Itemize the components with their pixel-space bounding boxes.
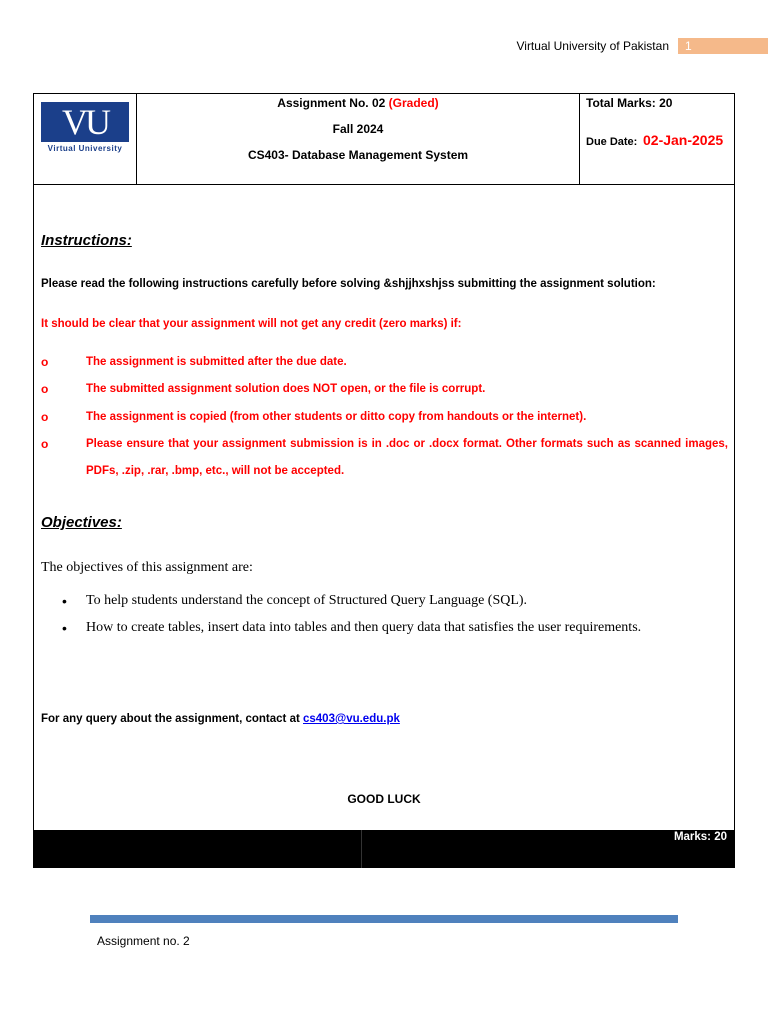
footer-rule [90,915,678,923]
instruction-bullet: o [41,382,49,396]
title-cell [137,94,580,184]
objectives-intro: The objectives of this assignment are: [41,560,253,575]
instruction-item: The assignment is copied (from other students or ditto copy from handouts or the internet). [86,411,587,423]
objective-bullet: • [62,593,67,609]
instructions-intro: Please read the following instructions carefully before solving &shjjhxshjss submitting the assignment solution: [41,278,656,290]
page-header [0,38,768,56]
credit-warning: It should be clear that your assignment will not get any credit (zero marks) if: [41,318,462,330]
assignment-body [33,184,735,830]
course-title: CS403- Database Management System [247,148,469,162]
instruction-bullet: o [41,410,49,424]
contact-line [41,713,400,725]
contact-text: For any query about the assignment, contact at [41,713,303,725]
instructions-heading: Instructions: [41,232,132,249]
footer-marks: Marks: 20 [673,831,727,843]
total-marks: Total Marks: 20 [586,96,673,110]
term: Fall 2024 [332,122,384,136]
due-date-label: Due Date: [586,136,638,148]
due-date-value: 02-Jan-2025 [643,132,724,148]
objective-item: How to create tables, insert data into tables and then query data that satisfies the user requirements. [86,620,642,635]
logo-caption: Virtual University [47,144,123,153]
instruction-item: Please ensure that your assignment submission is in .doc or .docx format. Other formats such as scanned images, PDFs, .zip, .rar, .bmp, etc., will not be accepted. [86,438,728,477]
instruction-bullet: o [41,355,49,369]
assignment-number: Assignment No. 02 [277,96,386,110]
contact-email-link[interactable]: cs403@vu.edu.pk [303,713,400,725]
marks-cell [580,94,734,184]
header-university: Virtual University of Pakistan [516,39,669,53]
footer-marks-bar [33,830,735,868]
instruction-item: The submitted assignment solution does NOT open, or the file is corrupt. [86,383,486,395]
objectives-heading: Objectives: [41,514,122,531]
objective-item: To help students understand the concept of Structured Query Language (SQL). [86,593,528,608]
good-luck: GOOD LUCK [347,792,421,806]
logo-cell [34,94,137,184]
graded-tag: (Graded) [388,96,439,110]
instruction-bullet: o [41,437,49,451]
vu-logo: VU [41,102,129,142]
header-page-number: 1 [678,38,768,54]
assignment-header-table [33,93,735,185]
footer-divider [361,830,362,868]
objective-bullet: • [62,620,67,636]
instruction-item: The assignment is submitted after the due date. [86,356,347,368]
footer-assignment-label: Assignment no. 2 [97,934,190,948]
assignment-title [137,96,579,110]
